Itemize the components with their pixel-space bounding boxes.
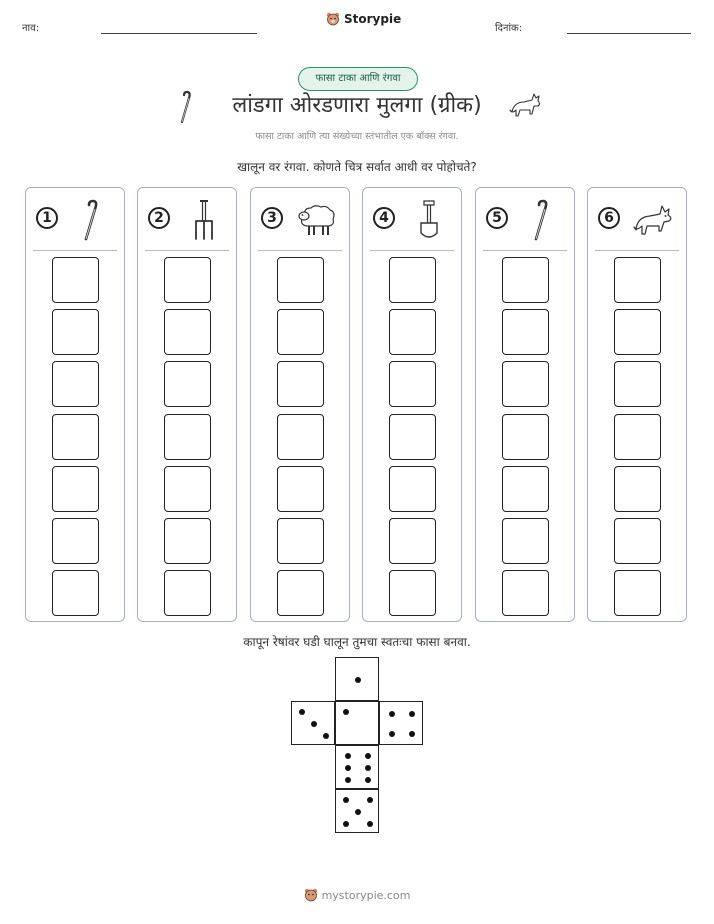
- bear-icon: [326, 12, 340, 26]
- wolf-icon: [630, 198, 678, 242]
- color-box[interactable]: [502, 361, 549, 407]
- date-line[interactable]: [567, 33, 691, 34]
- color-box[interactable]: [502, 570, 549, 616]
- color-box[interactable]: [164, 257, 211, 303]
- color-box[interactable]: [52, 361, 99, 407]
- column-divider: [483, 250, 567, 251]
- color-box[interactable]: [164, 414, 211, 460]
- crook-icon: [518, 198, 566, 242]
- color-box[interactable]: [389, 570, 436, 616]
- color-box[interactable]: [277, 361, 324, 407]
- dice-pip: [367, 797, 373, 803]
- color-box[interactable]: [502, 414, 549, 460]
- brand-name: Storypie: [344, 12, 402, 26]
- sheep-icon: [293, 198, 341, 242]
- column-number: 2: [148, 207, 170, 229]
- color-box[interactable]: [52, 257, 99, 303]
- color-box[interactable]: [389, 518, 436, 564]
- pitchfork-icon: [180, 198, 228, 242]
- color-box[interactable]: [614, 518, 661, 564]
- dice-pip: [343, 709, 349, 715]
- column-number: 1: [36, 207, 58, 229]
- column-6: [587, 187, 687, 622]
- bear-icon: [304, 888, 318, 902]
- page-title: लांडगा ओरडणारा मुलगा (ग्रीक): [232, 93, 482, 118]
- dice-pip: [355, 809, 361, 815]
- color-box[interactable]: [614, 570, 661, 616]
- brand-logo: [326, 12, 401, 26]
- color-box[interactable]: [164, 309, 211, 355]
- cut-instruction: कापून रेषांवर घडी घालून तुमचा स्वतःचा फासा बनवा.: [243, 635, 471, 649]
- color-box[interactable]: [502, 257, 549, 303]
- column-number: 6: [598, 207, 620, 229]
- color-box[interactable]: [389, 309, 436, 355]
- column-number: 3: [261, 207, 283, 229]
- color-box[interactable]: [277, 518, 324, 564]
- column-divider: [258, 250, 342, 251]
- color-box[interactable]: [277, 257, 324, 303]
- color-box[interactable]: [52, 518, 99, 564]
- color-box[interactable]: [614, 361, 661, 407]
- dice-face: [379, 701, 423, 745]
- dice-pip: [343, 797, 349, 803]
- color-box[interactable]: [614, 414, 661, 460]
- column-number: 4: [373, 207, 395, 229]
- dice-pip: [355, 677, 361, 683]
- color-box[interactable]: [277, 414, 324, 460]
- dice-pip: [345, 765, 351, 771]
- dice-pip: [311, 721, 317, 727]
- column-header: [138, 188, 236, 250]
- dice-pip: [345, 753, 351, 759]
- name-line[interactable]: [101, 33, 257, 34]
- color-box[interactable]: [164, 570, 211, 616]
- column-divider: [370, 250, 454, 251]
- color-box[interactable]: [502, 309, 549, 355]
- dice-face: [335, 657, 379, 701]
- dice-face: [335, 789, 379, 833]
- color-box[interactable]: [52, 414, 99, 460]
- wolf-icon: [508, 88, 544, 122]
- dice-pip: [367, 821, 373, 827]
- color-box[interactable]: [164, 466, 211, 512]
- dice-pip: [409, 711, 415, 717]
- footer-url[interactable]: mystorypie.com: [321, 888, 411, 902]
- color-box[interactable]: [389, 466, 436, 512]
- column-divider: [595, 250, 679, 251]
- dice-face: [335, 745, 379, 789]
- column-divider: [33, 250, 117, 251]
- footer: [0, 888, 714, 902]
- column-number: 5: [486, 207, 508, 229]
- color-box[interactable]: [389, 414, 436, 460]
- dice-pip: [409, 731, 415, 737]
- subtitle: फासा टाका आणि त्या संख्येच्या स्तंभातील एक बॉक्स रंगवा.: [255, 131, 459, 142]
- column-4: [362, 187, 462, 622]
- column-1: [25, 187, 125, 622]
- column-header: [476, 188, 574, 250]
- column-divider: [145, 250, 229, 251]
- dice-face: [291, 701, 335, 745]
- dice-pip: [299, 709, 305, 715]
- color-box[interactable]: [52, 570, 99, 616]
- color-box[interactable]: [614, 466, 661, 512]
- dice-pip: [323, 733, 329, 739]
- color-box[interactable]: [277, 466, 324, 512]
- color-box[interactable]: [389, 257, 436, 303]
- column-3: [250, 187, 350, 622]
- date-label: दिनांक:: [495, 23, 523, 34]
- dice-pip: [345, 777, 351, 783]
- crook-icon: [68, 198, 116, 242]
- color-box[interactable]: [277, 309, 324, 355]
- color-box[interactable]: [502, 466, 549, 512]
- activity-pill: फासा टाका आणि रंगवा: [298, 67, 418, 91]
- color-box[interactable]: [614, 257, 661, 303]
- color-box[interactable]: [502, 518, 549, 564]
- dice-pip: [365, 753, 371, 759]
- color-box[interactable]: [277, 570, 324, 616]
- name-label: नाव:: [22, 23, 40, 34]
- dice-pip: [389, 731, 395, 737]
- color-box[interactable]: [389, 361, 436, 407]
- dice-face: [335, 701, 379, 745]
- column-5: [475, 187, 575, 622]
- color-box[interactable]: [52, 466, 99, 512]
- column-header: [588, 188, 686, 250]
- dice-pip: [365, 765, 371, 771]
- color-box[interactable]: [164, 361, 211, 407]
- color-box[interactable]: [614, 309, 661, 355]
- column-2: [137, 187, 237, 622]
- column-header: [363, 188, 461, 250]
- column-header: [26, 188, 124, 250]
- dice-pip: [365, 777, 371, 783]
- color-box[interactable]: [52, 309, 99, 355]
- dice-pip: [343, 821, 349, 827]
- dice-pip: [389, 711, 395, 717]
- instruction: खालून वर रंगवा. कोणते चित्र सर्वात आधी वर पोहोचते?: [237, 160, 477, 174]
- column-header: [251, 188, 349, 250]
- shovel-icon: [405, 198, 453, 242]
- color-box[interactable]: [164, 518, 211, 564]
